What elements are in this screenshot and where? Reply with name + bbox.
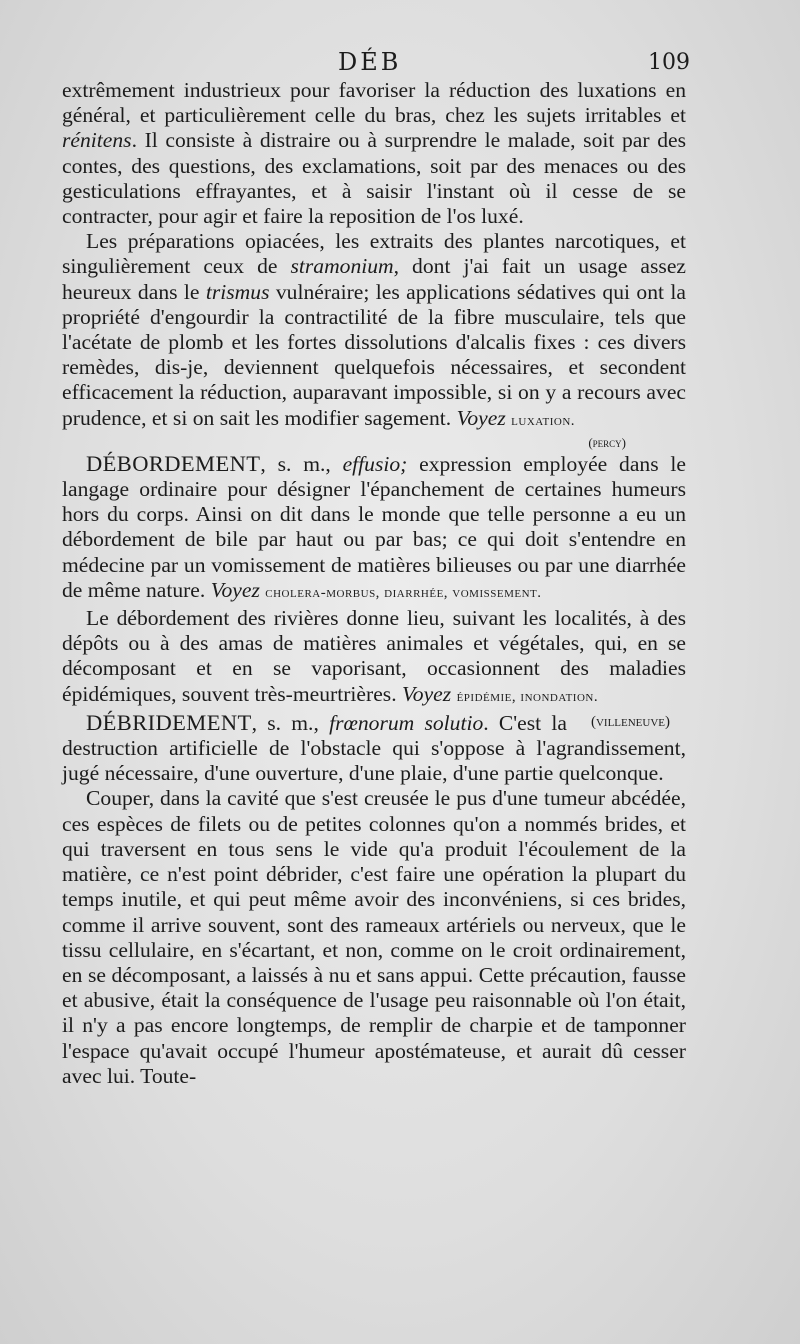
italic-term: frœnorum solutio	[329, 710, 484, 735]
entry-debordement	[62, 451, 686, 606]
see-also-label: Voyez	[456, 405, 506, 430]
text-run: . Il consiste à distraire ou à surprendre le malade, soit par des contes, des questions, des exclamations, soit par des menaces ou des gesticulations effrayantes, et à saisir l'instant où il cesse de se contracter, pour agir et faire la reposition de l'os luxé.	[62, 128, 686, 229]
text-run: , s. m.,	[251, 710, 330, 735]
text-run: extrêmement industrieux pour favoriser la réduction des luxations en général, et particulièrement celle du bras, chez les sujets irritables et	[62, 78, 686, 128]
entry-headword: DÉBRIDEMENT	[86, 709, 252, 735]
author-signature: (percy)	[588, 434, 626, 450]
cross-reference: cholera-morbus, diarrhée, vomissement.	[265, 584, 542, 601]
cross-reference: luxation.	[511, 412, 576, 429]
text-run: , dont j'ai fait un usage assez heureux dans le	[62, 254, 686, 304]
italic-term: stramonium	[290, 254, 394, 279]
text-run: vulnéraire; les applications sédatives qui ont la propriété d'engourdir la contractilité de la fibre musculaire, tels que l'acétate de plomb et les fortes dissolutions d'alcalis fixes : ces divers remèdes, dis-je, deviennent quelquefois nécessaires, et secondent efficacement la réduction, auparavant impossible, si on y a recours avec prudence, et si on sait les modifier sagement.	[62, 279, 686, 430]
body-text	[62, 78, 686, 1089]
cross-reference: épidémie, inondation.	[456, 688, 599, 705]
text-run: Les préparations opiacées, les extraits des plantes narcotiques, et singulièrement ceux de	[62, 229, 686, 279]
see-also-label: Voyez	[210, 577, 260, 602]
text-run: expression employée dans le langage ordinaire pour désigner l'épanchement de certaines humeurs hors du corps. Ainsi on dit dans le monde que telle personne a eu un débordement de bile par haut ou par bas; ce qui doit s'entendre en médecine par un vomissement de matières bilieuses ou par une diarrhée de même nature.	[62, 451, 686, 602]
see-also-label: Voyez	[402, 681, 452, 706]
page-number: 109	[648, 50, 690, 75]
text-run: Le débordement des rivières donne lieu, suivant les localités, à des dépôts ou à des amas de matières animales et végétales, qui, en se décomposant et en se vaporisant, occasionnent des maladies épidémiques, souvent très-meurtrières.	[62, 606, 686, 706]
paragraph-continuation	[62, 78, 686, 229]
text-run: . C'est la destruction artificielle de l'obstacle qui s'oppose à l'agrandissement, jugé nécessaire, d'une ouverture, d'une plaie, d'une partie quelconque.	[62, 710, 686, 786]
author-signature: (villeneuve)	[590, 713, 670, 730]
paragraph-brides	[62, 786, 686, 1088]
italic-term: effusio;	[342, 451, 408, 476]
entry-headword: DÉBORDEMENT	[86, 450, 261, 476]
italic-term: trismus	[205, 279, 270, 304]
running-head	[0, 48, 800, 82]
italic-term: rénitens	[62, 128, 132, 153]
running-head-title: DÉB	[338, 48, 402, 76]
paragraph-remedies	[62, 229, 686, 451]
text-run: , s. m.,	[260, 451, 343, 476]
text-run: Couper, dans la cavité que s'est creusée le pus d'une tumeur abcédée, ces espèces de filets ou de petites colonnes qu'on a nommés brides, et qui traversent en tous sens le vide qu'a produit l'écoulement de la matière, ce n'est point débrider, c'est faire une opération la plupart du temps inutile, et qui peut même avoir des inconvéniens, si ces brides, comme il arrive souvent, sont des rameaux artériels ou nerveux, que le tissu cellulaire, en s'écartant, et non, comme on le croit ordinairement, en se décomposant, a laissés à nu et sans appui. Cette précaution, fausse et abusive, était la conséquence de l'usage peu raisonnable où l'on était, il n'y a pas encore longtemps, de remplir de charpie et de tamponner l'espace qu'avait occupé l'humeur apostémateuse, et aurait dû cesser avec lui. Toute-	[62, 786, 686, 1088]
